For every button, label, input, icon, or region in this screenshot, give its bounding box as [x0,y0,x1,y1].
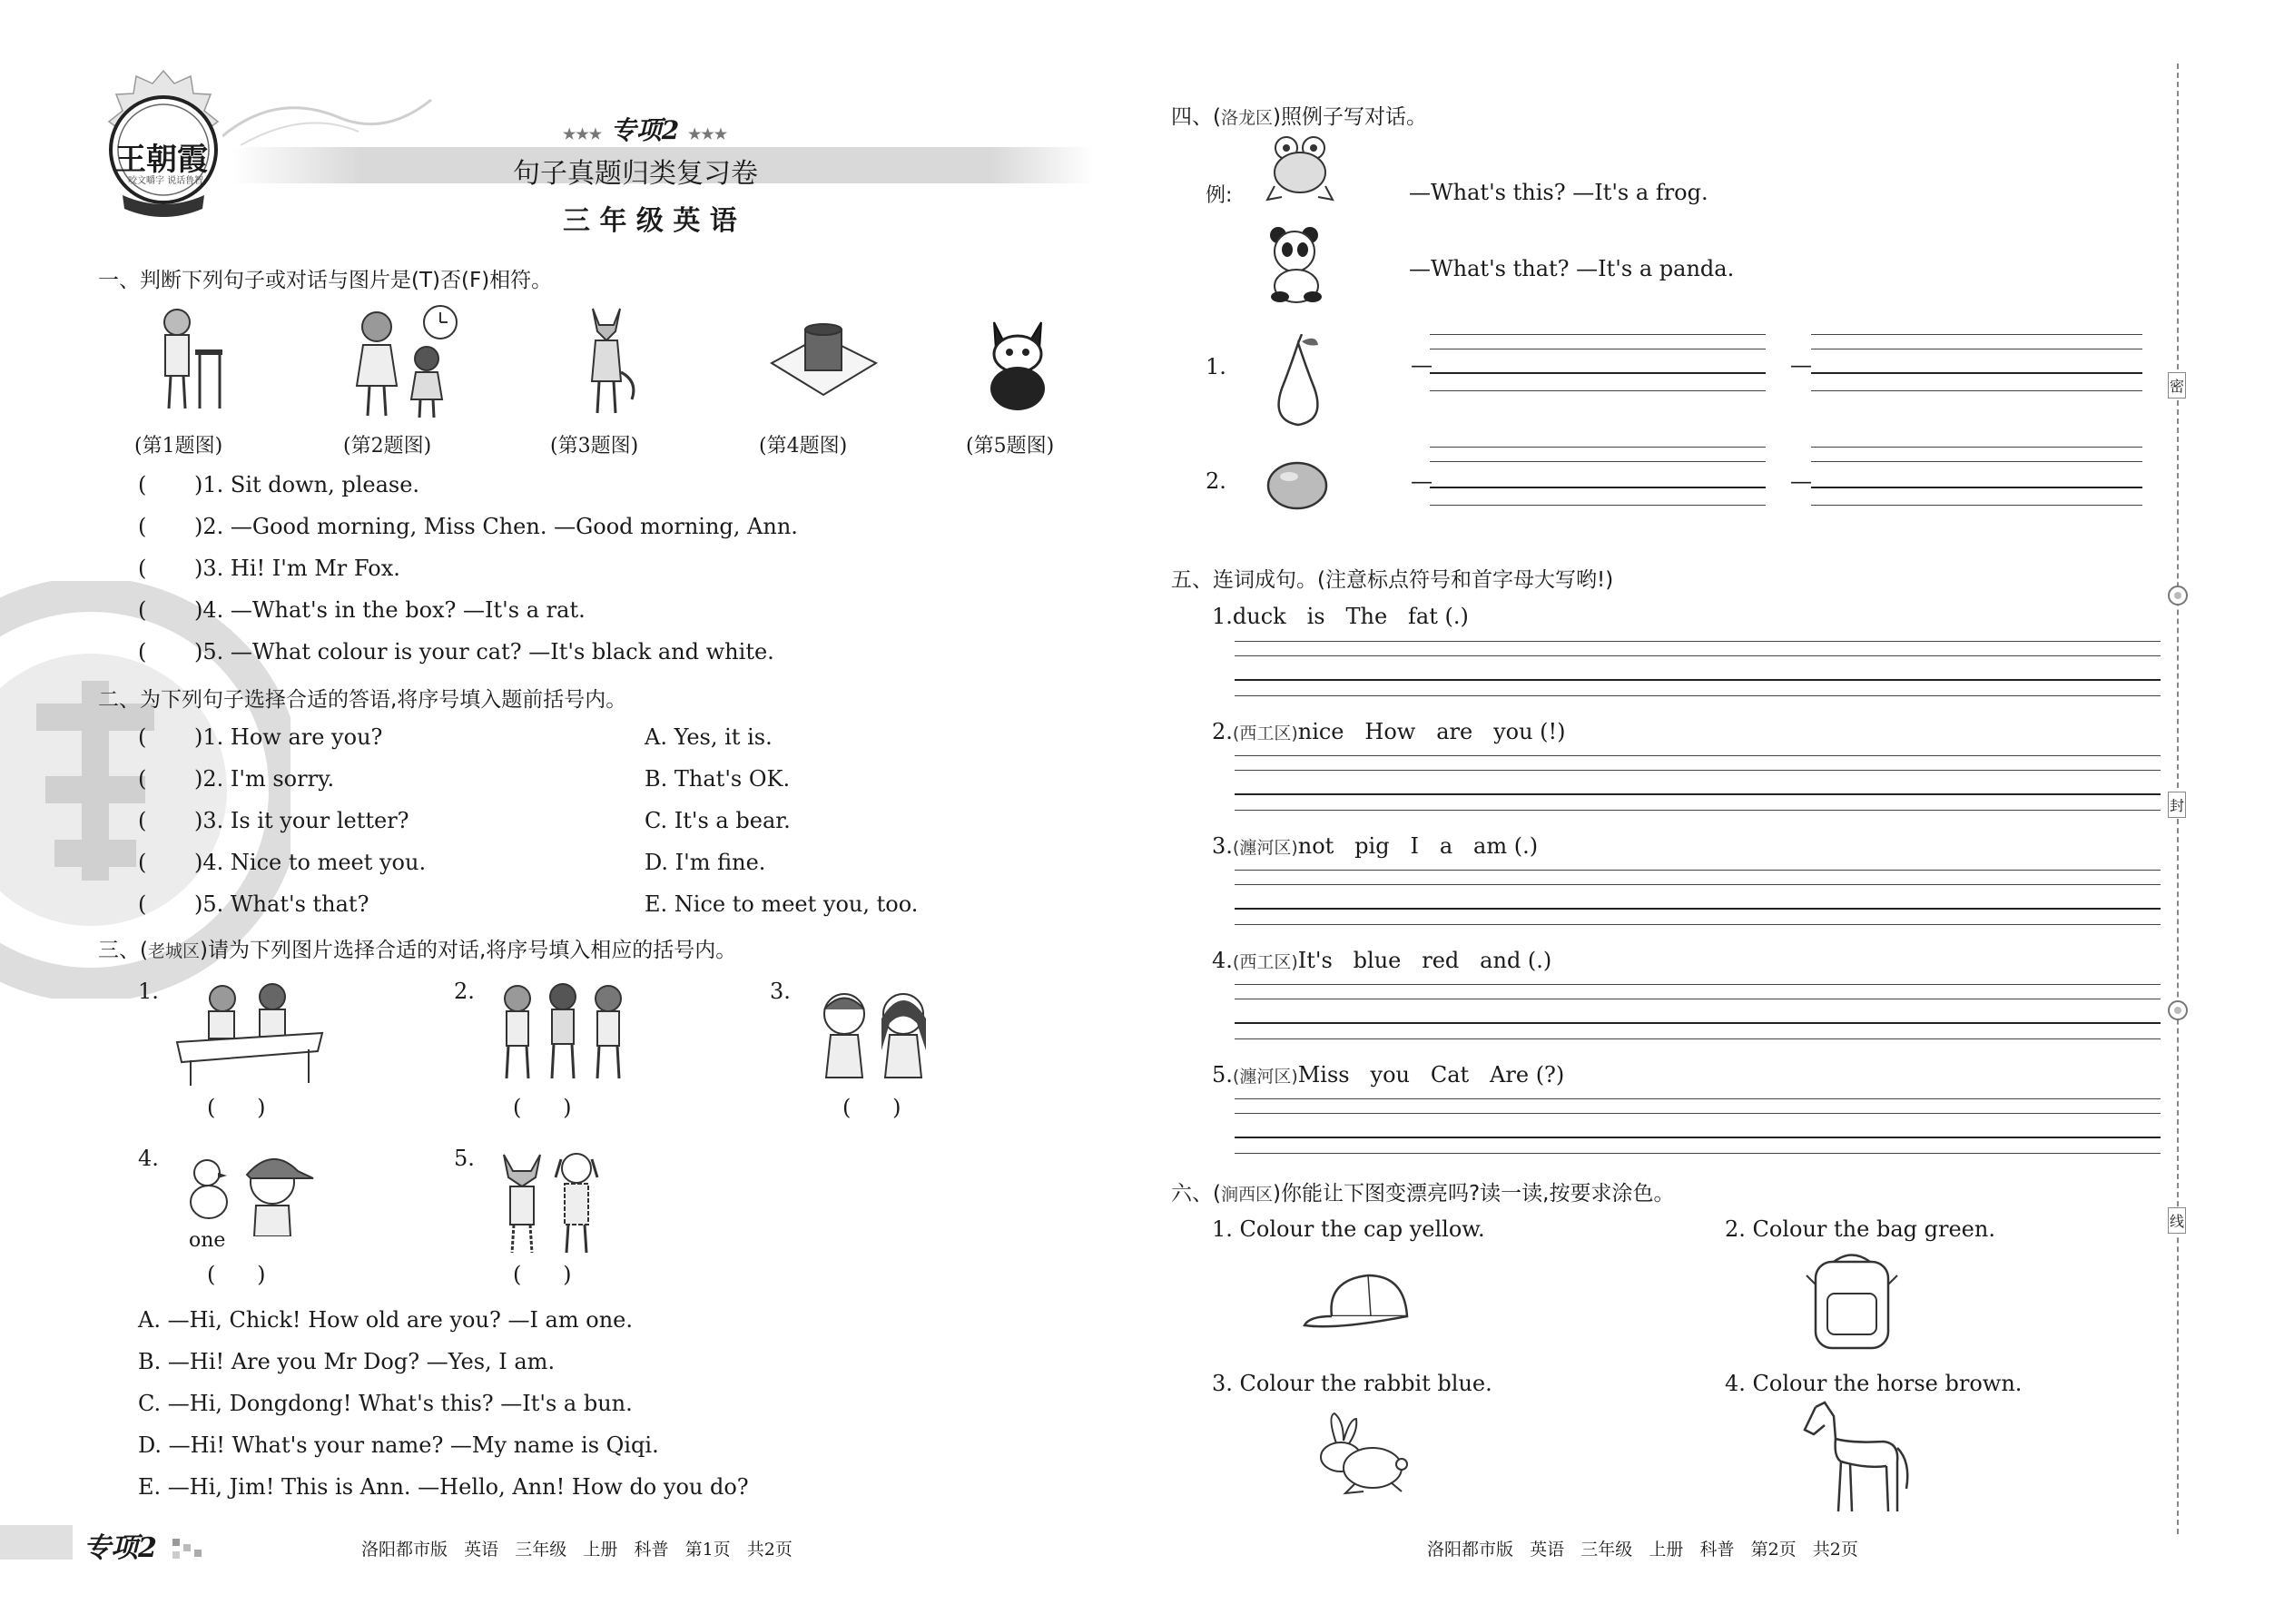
s6-item-2: 2. Colour the bag green. [1725,1216,1995,1242]
page-title: 句子真题归类复习卷 [513,158,758,190]
page-subtitle: 三 年 级 英 语 [563,205,737,237]
s2-answer-e: E. Nice to meet you, too. [645,891,919,917]
s3-option-a: A. —Hi, Chick! How old are you? —I am one. [138,1307,633,1333]
s3-bracket-2[interactable]: ( ) [513,1095,572,1120]
scene-boy-girl-icon [794,982,953,1082]
section6-heading: 六、(涧西区)你能让下图变漂亮吗?读一读,按要求涂色。 [1171,1182,1675,1206]
s1-q4: ( )4. —What's in the box? —It's a rat. [138,597,586,623]
logo-text: 王朝霞 [115,142,208,178]
s3-bracket-1[interactable]: ( ) [207,1095,266,1120]
binding-hole-icon [2166,584,2190,607]
s2-q5: ( )5. What's that? [138,891,369,917]
s3-option-b: B. —Hi! Are you Mr Dog? —Yes, I am. [138,1349,556,1374]
s3-option-c: C. —Hi, Dongdong! What's this? —It's a bun. [138,1391,633,1416]
answer-blank[interactable]: ( [138,639,147,664]
answer-blank[interactable]: ( [138,808,147,833]
s2-answer-b: B. That's OK. [645,766,791,792]
district-label: 老城区 [147,941,200,961]
s2-answer-c: C. It's a bear. [645,808,791,833]
s6-item-3: 3. Colour the rabbit blue. [1212,1371,1492,1396]
figure-caption-2: (第2题图) [343,435,432,458]
s2-answer-d: D. I'm fine. [645,850,766,875]
footer-tab-band [0,1525,73,1560]
horse-icon[interactable] [1797,1398,1915,1516]
s6-item-4: 4. Colour the horse brown. [1725,1371,2023,1396]
s3-num-1: 1. [138,979,159,1004]
example-2: —What's that? —It's a panda. [1409,256,1735,281]
footer-right-info: 洛阳都市版 英语 三年级 上册 科普 第2页 共2页 [1427,1540,1858,1560]
section2-heading: 二、为下列句子选择合适的答语,将序号填入题前括号内。 [98,688,627,712]
district-label: 洛龙区 [1220,108,1273,128]
section3-heading: 三、(老城区)请为下列图片选择合适的对话,将序号填入相应的括号内。 [98,939,737,962]
scene-children-greeting-icon [481,979,640,1083]
series-line [563,111,727,147]
answer-blank[interactable]: ( [138,514,147,539]
district-label: 涧西区 [1220,1185,1273,1205]
section1-heading: 一、判断下列句子或对话与图片是(T)否(F)相符。 [98,269,553,292]
s4-dash-1a: — [1411,352,1433,378]
scene-chick-boy-icon [182,1146,318,1236]
cap-icon[interactable] [1300,1266,1413,1339]
binding-label-mi: 密 [2168,372,2186,399]
figure-caption-5: (第5题图) [966,435,1055,458]
s5-item-3: 3.(瀍河区)not pig I a am (.) [1212,833,1539,859]
s3-num-2: 2. [454,979,475,1004]
section4-heading: 四、(洛龙区)照例子写对话。 [1171,105,1427,129]
figure-box-icon [767,313,881,408]
s1-q2: ( )2. —Good morning, Miss Chen. —Good morning, Ann. [138,514,798,539]
s1-q1: ( )1. Sit down, please. [138,472,420,497]
s4-dash-1b: — [1790,352,1812,378]
figure-girl-sitting-icon [145,304,231,418]
figure-fox-icon [570,300,643,418]
s2-answer-a: A. Yes, it is. [645,724,773,750]
answer-blank[interactable]: ( [138,556,147,581]
scene-dog-fox-icon [490,1146,608,1255]
s3-option-d: D. —Hi! What's your name? —My name is Qiqi. [138,1432,659,1458]
answer-blank[interactable]: ( [138,724,147,750]
label-one: one [189,1229,226,1252]
figure-caption-3: (第3题图) [550,435,639,458]
s3-num-3: 3. [770,979,791,1004]
s5-item-4: 4.(西工区)It's blue red and (.) [1212,948,1552,973]
s3-num-4: 4. [138,1146,159,1171]
figure-cat-icon [976,309,1062,413]
footer-dots-icon [172,1539,205,1560]
s2-q2: ( )2. I'm sorry. [138,766,335,792]
figure-two-girls-clock-icon [340,300,468,422]
example-1: —What's this? —It's a frog. [1409,180,1708,205]
binding-label-xian: 线 [2168,1207,2186,1234]
s2-q3: ( )3. Is it your letter? [138,808,409,833]
rabbit-icon[interactable] [1300,1412,1409,1498]
s1-q5: ( )5. —What colour is your cat? —It's black and white. [138,639,774,664]
s3-num-5: 5. [454,1146,475,1171]
backpack-icon[interactable] [1802,1248,1902,1353]
s3-bracket-5[interactable]: ( ) [513,1262,572,1287]
figure-caption-4: (第4题图) [759,435,848,458]
binding-hole-icon [2166,999,2190,1022]
s5-item-5: 5.(瀍河区)Miss you Cat Are (?) [1212,1062,1565,1088]
section5-heading: 五、连词成句。(注意标点符号和首字母大写哟!) [1171,568,1614,592]
egg-icon [1264,458,1332,513]
s2-q1: ( )1. How are you? [138,724,383,750]
series-label: 专项2 [610,115,680,145]
stars-left: ★★★ [563,125,603,143]
answer-blank[interactable]: ( [138,597,147,623]
s4-dash-2b: — [1790,468,1812,494]
s5-item-1: 1.duck is The fat (.) [1212,604,1469,629]
s3-bracket-4[interactable]: ( ) [207,1262,266,1287]
s1-q3: ( )3. Hi! I'm Mr Fox. [138,556,400,581]
ribbon-decoration [222,82,586,154]
answer-blank[interactable]: ( [138,850,147,875]
frog-icon [1264,132,1336,204]
figure-caption-1: (第1题图) [134,435,223,458]
answer-blank[interactable]: ( [138,766,147,792]
s3-option-e: E. —Hi, Jim! This is Ann. —Hello, Ann! How do you do? [138,1474,749,1500]
binding-label-feng: 封 [2168,792,2186,818]
panda-icon [1260,222,1333,304]
footer-left-info: 洛阳都市版 英语 三年级 上册 科普 第1页 共2页 [361,1540,793,1560]
example-label: 例: [1206,184,1233,207]
header [86,64,1094,236]
s6-item-1: 1. Colour the cap yellow. [1212,1216,1485,1242]
s3-bracket-3[interactable]: ( ) [842,1095,901,1120]
answer-blank[interactable]: ( [138,472,147,497]
logo-tagline: 咬文嚼字 说话鲁智 [128,176,204,186]
footer-tab: 专项2 [84,1532,157,1564]
answer-blank[interactable]: ( [138,891,147,917]
s5-item-2: 2.(西工区)nice How are you (!) [1212,719,1566,744]
s2-q4: ( )4. Nice to meet you. [138,850,427,875]
pear-icon [1262,334,1334,429]
scene-classroom-icon [172,979,327,1088]
stars-right: ★★★ [688,125,728,143]
s4-num-2: 2. [1206,468,1226,494]
s4-num-1: 1. [1206,354,1226,379]
s4-dash-2a: — [1411,468,1433,494]
